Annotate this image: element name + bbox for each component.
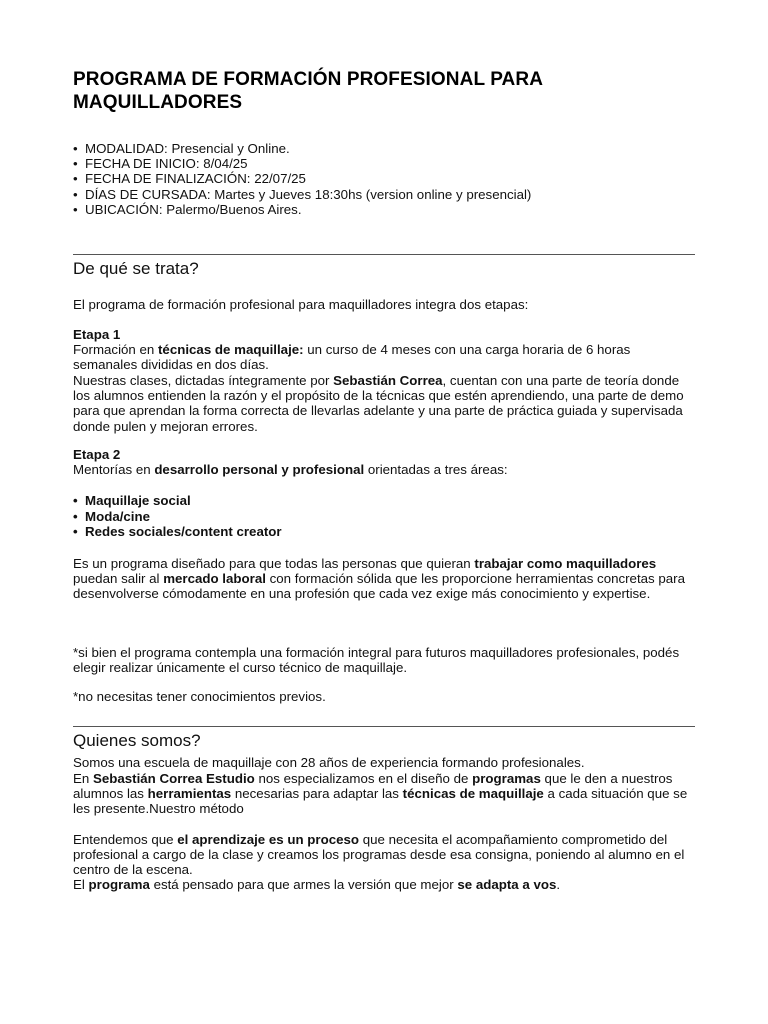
bullet-icon: • (73, 186, 78, 202)
info-item-dias: • DÍAS DE CURSADA: Martes y Jueves 18:30hs (version online y presencial) (73, 186, 532, 202)
bullet-icon: • (73, 493, 78, 508)
bullet-icon: • (73, 141, 78, 156)
etapa-1-paragraph-1: Formación en técnicas de maquillaje: un curso de 4 meses con una carga horaria de 6 horas semanales divididas en dos días. (73, 342, 631, 373)
document-title: PROGRAMA DE FORMACIÓN PROFESIONAL PARA MAQUILLADORES (73, 69, 543, 113)
list-item: • Maquillaje social (73, 493, 191, 508)
mentoring-areas-list (73, 493, 282, 540)
bullet-icon: • (73, 524, 78, 539)
note-no-prerequisites: *no necesitas tener conocimientos previos. (73, 689, 326, 704)
bullet-icon: • (73, 156, 78, 172)
etapa-1-paragraph-2: Nuestras clases, dictadas íntegramente por Sebastián Correa, cuentan con una parte de teoría donde los alumnos entienden la razón y el propósito de la técnicas que estén aprendiendo, una parte de demo para que aprendan la forma correcta de llevarlas adelante y una parte de práctica guiada y supervisada donde pulen y mejoran errores. (73, 373, 684, 434)
list-item: • Redes sociales/content creator (73, 524, 282, 539)
info-item-fecha-inicio: • FECHA DE INICIO: 8/04/25 (73, 156, 248, 172)
program-info-list (73, 141, 531, 217)
etapa-1-label: Etapa 1 (73, 327, 121, 342)
list-item: • Moda/cine (73, 508, 151, 524)
section-heading-que-se-trata: De qué se trata? (73, 259, 199, 278)
etapa-2-label: Etapa 2 (73, 447, 121, 462)
section-divider (73, 254, 695, 255)
bullet-icon: • (73, 171, 78, 187)
section-divider (73, 726, 695, 727)
about-paragraph-4: El programa está pensado para que armes la versión que mejor se adapta a vos. (73, 877, 561, 892)
about-paragraph-2: En Sebastián Correa Estudio nos especializamos en el diseño de programas que le den a nuestros alumnos las herramientas necesarias para adaptar las técnicas de maquillaje a cada situación que se les presente.Nuestro método (73, 771, 688, 817)
about-line-1: Somos una escuela de maquillaje con 28 años de experiencia formando profesionales. (73, 755, 585, 770)
summary-paragraph: Es un programa diseñado para que todas las personas que quieran trabajar como maquilladores puedan salir al mercado laboral con formación sólida que les proporcione herramientas concretas para desenvolverse cómodamente en una profesión que cada vez exige más conocimiento y expertise. (73, 556, 686, 602)
info-item-ubicacion: • UBICACIÓN: Palermo/Buenos Aires. (73, 201, 302, 217)
note-integral-program: *si bien el programa contempla una formación integral para futuros maquilladores profesionales, podés elegir realizar únicamente el curso técnico de maquillaje. (73, 645, 680, 676)
section-heading-quienes-somos: Quienes somos? (73, 731, 201, 750)
etapa-2-paragraph: Mentorías en desarrollo personal y profesional orientadas a tres áreas: (73, 462, 508, 477)
intro-text: El programa de formación profesional para maquilladores integra dos etapas: (73, 297, 529, 312)
info-item-modalidad: • MODALIDAD: Presencial y Online. (73, 141, 290, 156)
bullet-icon: • (73, 508, 78, 524)
about-paragraph-3: Entendemos que el aprendizaje es un proceso que necesita el acompañamiento comprometido del profesional a cargo de la clase y creamos los programas desde esa consigna, poniendo al alumno en el centro de la escena. (73, 832, 685, 878)
info-item-fecha-fin: • FECHA DE FINALIZACIÓN: 22/07/25 (73, 171, 306, 187)
bullet-icon: • (73, 201, 78, 217)
